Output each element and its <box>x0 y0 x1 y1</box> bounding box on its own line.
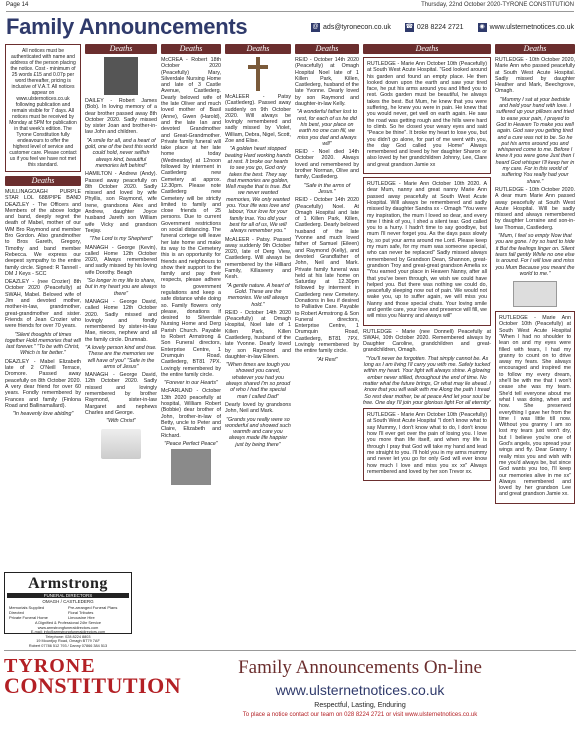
column-7 <box>495 44 575 644</box>
service-item: Pre-arranged Funeral Plans <box>68 605 118 610</box>
service-item: Private Funeral Home <box>9 615 48 620</box>
footer-ad <box>4 650 576 732</box>
verse: "A gentle nature. A heart of Gold. These are the memories. We will always hold." <box>226 282 290 308</box>
death-notice: MULLINAGOAGH PURPLE STAR LOL 688/PIPE BAND DEAZLEY - The Officers and Members of the above lodge and band, deeply regret the death of Mabel, mother of our WM Bro Raymond and member Bro Gordon. Also grandmother to Bros Gareth, Gregory, Timothy and band member Rebecca. We express our deepest sympathy to the entire family circle. Signed: R Tannell - DM J Keys - SCC <box>5 189 81 277</box>
ad-ref: Robert 07786 512 793 / Danny 07866 384 513 <box>28 643 108 648</box>
death-notice: MANAGH - George David, called Home 12th October 2020. Sadly missed and lovingly and fondly remembered by sister-in-law Mae, nieces, nephew and all the family circle. Drumnab. <box>85 298 157 343</box>
notice-frame <box>363 177 491 326</box>
service-item: Limousine Hire <box>68 615 95 620</box>
email-contact[interactable]: @ ads@tyronecon.co.uk <box>312 23 391 31</box>
verse: "In heavenly love abiding" <box>12 411 74 418</box>
verse: "So longer in my life to share, but in my heart you are always there" <box>85 278 157 297</box>
verse: "A lovely person kind and true. These are the memories we will have of you" "Safe in the arms of Jesus" <box>85 344 157 370</box>
death-notice: McFARLAND - October 13th 2020 peacefully at hospital, William Robert (Bobbie) dear brother of John, brother-in-law of Betty, uncle to Peter and Claire, Elizabeth and Richard. <box>161 388 221 439</box>
promo-contact: To place a notice contact our team on 028 8224 2721 or visit www.ulsternetnotices.co.uk <box>242 712 478 718</box>
verse: "Grands you really were so wonderful and showed such warmth and care you always made life happier just by being there" <box>225 416 291 448</box>
verse: "With Christ" <box>106 418 136 425</box>
death-notice: McALEER - Patsy (Castlederg). Passed away suddenly on 9th October 2020. Will always be lovingly remembered and sadly missed by Violet, William, Debra, Nigel, Scott, Zoe and Elise. <box>225 94 291 145</box>
ad-email[interactable]: E-mail: info@armstrongfuneraldirectors.com <box>30 630 106 635</box>
column-1 <box>5 44 81 566</box>
verse: "Mummy I sat at your bedside and held your hand with love. I suffered up your pillows and tried to ease your pain, I prayed to God in Heaven To make you well again. God saw you getting tired and a cure was not to be. So he put his arms around you and whispered come to me. Before I knew it you were gone Just then I heard God whisper I'll keep her in my care. For in this world of suffering You really had your share." <box>495 96 575 185</box>
services-list <box>7 604 129 621</box>
verse: "The Lord is my Shepherd" <box>89 236 153 243</box>
email-icon: @ <box>312 23 319 30</box>
notice-terms: All notices must be authenticated with name and address of the person placing the notice. Cost - minimum of 25 words £15 and 0.07p per word thereafter, pricing is inclusive of V.A.T. All notices appear on www.ulsternotices.co.uk following publication and remain visible for 7 days. All notices must be received by Monday at 5PM for publication in that week's edition. The Tyrone Constitution fully endeavours to offer the highest level of service and customer care. Please contact us if you feel we have not met this standard. <box>5 44 81 172</box>
portrait-photo <box>104 57 138 95</box>
verse: "Silent thoughts of times together Hold memories that will last forever." "To be with Christ, Which is far better." <box>5 331 81 357</box>
death-notice: RUTLEDGE - 10th October 2020. A dear mum Marie Ann passed away peacefully at South West Acute Hospital. Will be sadly missed and always remembered by daughter Lorraine and son-in-law Thomas, Castlederg. <box>495 186 575 231</box>
death-notice: DAILEY - Robert James (Bob). In loving memory of a dear brother passed away 8th October 2020. Sadly missed by sister Joan and brother-in-law John and children. <box>85 98 157 136</box>
deaths-banner: Deaths <box>5 176 81 186</box>
death-notice: RUTLEDGE - Marie Ann October 10th (Peacefully) at South West Acute Hospital "I don't know what to say Mummy, I don't know what to do, I don't know how I'll ever get over the pain of losing you. I love you more than life itself, and when my life is through I pray that God will take my hand and lead me straight to you. I'll hold you in my arms mummy and never let you go for only God will ever know how much I love and miss you xx xx" Always remembered and loved by her son Trevor xx. <box>367 412 487 475</box>
promo-web[interactable]: www.ulsternetnotices.co.uk <box>275 682 445 698</box>
verse: "Peace Perfect Peace" <box>164 440 218 447</box>
death-notice: DEAZLEY - Mabel Elizabeth late of 2 O'Neill Terrace, Dromore. Passed away peacefully on 8th October 2020. A very dear friend for over 60 years. Fondly remembered by Frances and family (Finlona Road and Ballinamallard). <box>5 358 81 409</box>
deaths-banner: Deaths <box>363 44 491 54</box>
deaths-banner: Deaths <box>295 44 359 54</box>
death-notice: HAMILTON - Andrew (Andy). Passed away peacefully on 8th October 2020. Sadly missed and loved by wife Phyllis, son Raymond, wife Irene, grandsons Alex and Andrew, daughter Joyce husband Jareth son William wife Vicky and grandson Teejay. <box>85 171 157 234</box>
verse: "Safe in the arms of Jesus." <box>303 182 351 195</box>
column-6 <box>363 44 491 644</box>
bible-image <box>513 281 557 307</box>
death-notice: McCREA - Robert 18th October 2020 (Peacefully) Mary, Silverdale Nursing Home and late of 3 Castle Avenue, Castlederg. Dearly beloved wife of the late Oliver and much loved mother of Basil (Anne), Gwen (Harold), and the late Ian and devoted Grandmother and Great-Grandmother. Private family funeral will take place at her late home today (Wednesday) at 12noon followed by interment in Castlederg new Cemetery at approx. 12.30pm. Please note Castlederg new Cemetery will be strictly limited to family and close friends of 25 persons. Due to current Government restrictions on social distancing. The funeral cortege will leave her late home and make its way to the Cemetery this is an opportunity for friends and neighbours to show their support to the family and pay their respects, please adhere to government regulations and keep a safe distance while doing so. Family flowers only please, donations if desired to Silverdale Nursing Home and Derg Parish Church. Payable to Robert Armstrong & Son Funeral directors, Enterprise Centre, 1 Drumquin Road, Castlederg, BT81 7PX. Lovingly remembered by the entire family circle. <box>161 57 221 378</box>
notice-frame <box>363 57 491 174</box>
death-notice: REID - October 14th 2020 (Peacefully) at Omagh Hospital Noel late of 1 Killen Park, Killen, Castlederg, husband of the late Yvonne. Dearly loved by son Raymond and daughter-in-law Kelly. <box>295 57 359 108</box>
death-notice: REID - October 14th 2020 (Peacefully) at Omagh Hospital, Noel late of 1 Killen Park, Killen Castlederg, husband of the late Yvonne. Dearly loved by son Raymond and daughter-in-law Eileen. <box>225 309 291 360</box>
verse: "A smile for all, and a heart of gold, one of the best this world could hold, never selfish always kind, beautiful memories left behind" <box>85 137 157 169</box>
ad-address: 19 Mountjoy Road, Omagh BT79 7AF <box>36 639 100 644</box>
web-icon: ◉ <box>479 23 485 30</box>
promo-tag: Respectful, Lasting, Enduring <box>314 702 406 709</box>
death-notice: RUTLEDGE - Marie Ann October 10th (Peacefully) at South West Acute Hospital "When I had no shoulder to lean on and my eyes were filled with tears, I had my granny to count on to drive away my fears. She always encouraged and inspired me to follow my every dream, she'll be with me that I won't cease she was my team. She'd tell everyone about me what I was doing, when and how. She preserved everything I gave her from the time I was little till now. Without you granny I am so lost my tears just won't dry, but I believe you're one of God's angels, you spread your wings and fly. Dear Granny I really miss you and wish with me you'd always be, but since God wants you too, I'll keep our memories alive in me xx" Always remembered and loved by her grandson Lee and great grandson Jamie xx. <box>499 315 571 498</box>
service-item: Floral Tributes <box>68 610 94 615</box>
verse: "Forever in our Hearts" <box>164 380 218 387</box>
death-notice: MANAGH - George David, 12th October 2020. Sadly missed and lovingly remembered by brother Raymond, sister-in-law Margaret and nephews Charles and George. <box>85 372 157 416</box>
death-notice: MANAGH - George (Kevin), called Home 12th October 2020, Always remembered and sadly missed by his loving wife Dorothy. Beagh <box>85 244 157 276</box>
promo-title: Family Announcements On-line <box>238 657 482 678</box>
death-notice: RUTLEDGE - Marie Ann October 10th (Peacefully) at South West Acute Hospital. "God looked around his garden and found an empty place. He then looked down upon the earth and saw your tired face, he put his arms around you and lifted you to rest. Gods garden must be beautiful, he always takes the best. But Mum, he knew that you were suffering, he knew you were in pain. He knew that you would never, get well on earth again. He saw the road was getting rough and the hills were hard to climb. So he closed your weary eyes and said "Peace be thine". It broke my heart to lose you, but you didn't go alone, for part of me went with you, the day God called you Home" Always remembered and loved by her daughter Sharon or also loved by her grandchildren Johnny, Lee, Clare and great grandson Jamie xx <box>367 61 487 168</box>
death-notice: REID - Noel died 14th October 2020. Always loved and remembered by brother Norman, Olive and family, Castlederg. <box>295 149 359 181</box>
online-promo <box>144 651 576 732</box>
column-2 <box>85 44 157 566</box>
column-3 <box>161 44 221 644</box>
service-item: Directed <box>9 610 24 615</box>
verse: "At Rest" <box>316 356 338 363</box>
death-notice: REID - October 14th 2020 (Peacefully) Noel. At Omagh Hospital and late of 1 Killen Park, Killen, Castlederg. Dearly beloved husband of the late Yvonne and much loved father of Samuel (Eileen) and Raymond (Kelly), and devoted Grandfather of John, Neil and Mark. Private family funeral was held at his late home on Saturday at 12.30pm followed by interment in Castlederg new Cemetery. Donations in lieu if desired to Palliative Care. Payable to Robert Armstrong & Son Funeral directors, Enterprise Centre, 1 Drumquin Road, Castlederg, BT81 7PX. Lovingly remembered by the entire family circle. <box>295 197 359 355</box>
verse: "A wonderful father lost to rest, for each of us he did his best, your place on earth no one can fill, we miss you dad and always will" <box>296 109 358 147</box>
verse: "A golden heart stopped beating Hard working hands at rest. It broke our hearts to see you go, God only takes the best. They say that memories are golden, Well maybe that is true. But we never wanted memories, We only wanted you. Your life was love and labour, Your love for your family true. You did your best for all of us, We will always remember you." <box>225 146 291 235</box>
ad-web[interactable]: www.armstrongfuneraldirectors.com <box>37 625 99 630</box>
deaths-banner: Deaths <box>495 44 575 54</box>
ad-tagline: A Dignified & Professional 24hr Service <box>34 621 102 625</box>
death-notice: DEAZLEY - (nee Crozier) 8th October 2020 (Peacefully) at SWAH, Mabel. Beloved wife of Jim and devoted mother, mother-in-law, grandmother, great-grandmother and sister. Friends of Jean Crozier who were friends for over 70 years. <box>5 279 81 330</box>
contact-strip <box>311 23 574 32</box>
ad-sub: FUNERAL DIRECTORS <box>7 593 129 598</box>
notice-frame <box>495 311 575 504</box>
column-4 <box>225 44 291 644</box>
issue-date: Thursday, 22nd October 2020-TYRONE CONSTITUTION <box>421 2 574 8</box>
ad-location: OMAGH / CASTLEDERG <box>42 599 94 604</box>
deaths-banner: Deaths <box>161 44 221 54</box>
death-notice: RUTLEDGE - Marie Ann October 10th 2020. A dear Mum, nanny and great nanny Marie Ann passed away peacefully at South West Acute Hospital. Will always be remembered and sadly missed by daughter Sandra xx - Omagh "You were my inspiration, the mum I loved so dear, and every time I think of you, I shed a silent tear. God called you to a hurry. I hadn't time to say goodbye, but mum I'll never forget you. As the days pass slowly by, so put your arms around me Lord. Please keep my mum safe, for my mum was someone special, who can never be replaced" Sadly missed always remembered by Grandson Dean, Shannon, great-grandson Troy and great-great grandson Amelia xx "You earned your place in Heaven Nanny, after all that you've been through, we wish we could have helped you. But there was nothing we could do, peacefully sleeping now out of pain. We would not wake you, up to suffer again, we will miss you Nanny and those special chats. Your loving smile and gentle care, your love and presence will fill, we will miss you Nanny and always will" <box>367 181 487 320</box>
page-number: Page 14 <box>6 2 29 8</box>
page-title: Family Announcements <box>6 14 248 39</box>
ad-phone: Telephone: 028 8224 8803 <box>45 634 91 639</box>
notice-frame <box>363 408 491 481</box>
flower-photo <box>171 449 211 485</box>
deaths-banner: Deaths <box>85 44 157 54</box>
death-notice: Dearly loved by grandsons John, Neil and Mark. <box>225 401 291 415</box>
death-notice: RUTLEDGE - Marie (nee Donnell) Peacefully at SWAH, 10th October 2020. Remembered always by Daughter Caroline, grandchildren and great-grandchildren, Omagh. <box>363 328 491 354</box>
death-notice: RUTLEDGE - 10th October 2020, Marie Ann who passed peacefully at South West Acute Hospital. Sadly missed by daughter Heather and Mark, Beechgrove, Omagh. <box>495 57 575 95</box>
verse: "You'll never be forgotten. That simply cannot be. As long as I am living I'll carry you with me. Safely tucked within my heart. Your light will always shine. A glowing ember never stilled, throughout the end of time. No matter what the future brings, Or what may lie ahead. I know that you will walk with me Along the path I tread So rest dear mother, be at peace And let your soul be free. One day I'll join your glorious light For all eternity" <box>363 355 491 406</box>
ad-brand: Armstrong <box>28 575 108 592</box>
candle-image <box>101 429 141 459</box>
verse: "When times are tough you showed you cared, whatever you had you always shared I'm so proud of who I had the special man I called Dad" <box>225 362 291 400</box>
phone-contact[interactable]: ☎ 028 8224 2721 <box>405 23 464 31</box>
page-header <box>6 12 574 42</box>
deaths-banner: Deaths <box>225 44 291 54</box>
cross-icon <box>247 57 269 91</box>
brand-logo: TYRONE CONSTITUTION <box>4 655 182 698</box>
web-contact[interactable]: ◉ www.ulsternetnotices.co.uk <box>479 23 574 31</box>
column-5 <box>295 44 359 644</box>
top-bar <box>6 2 574 12</box>
service-item: Memorials Supplied <box>9 605 45 610</box>
verse: "Mum, I feel so empty Now that you are gone. I try so hard to hide it But the feelings linger on. Silent tears fall gently While no one else is around. For I will love and miss you Mum Because you meant the world to me." <box>495 233 575 277</box>
armstrong-ad[interactable] <box>4 572 132 648</box>
phone-icon: ☎ <box>405 23 414 30</box>
death-notice: McALEER - Patsy. Passed away suddenly 9th October 2020, late of Derg View, Castlederg. Will always be remembered by the Hilliard Family, Killaseery and Kesh. <box>225 236 291 281</box>
